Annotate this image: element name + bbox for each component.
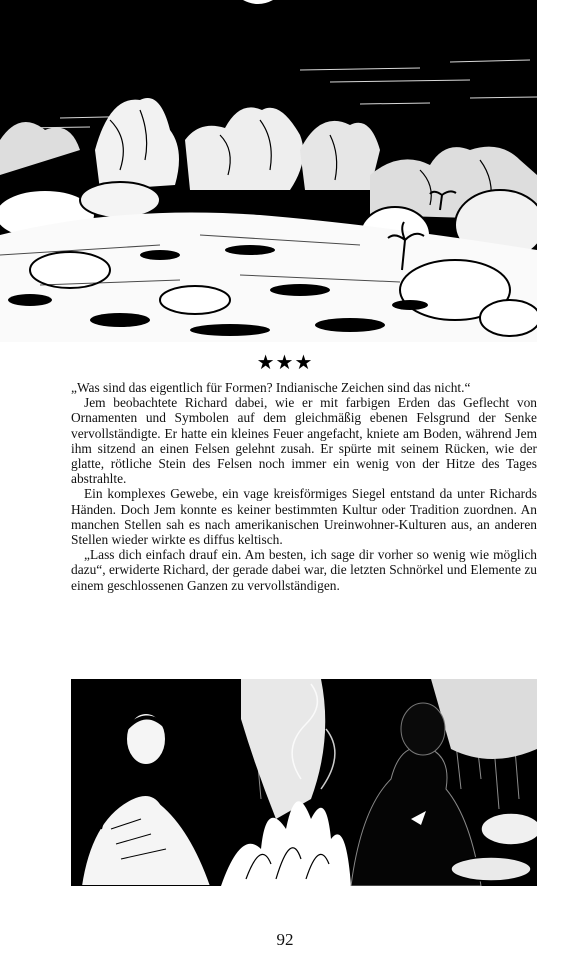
paragraph: „Lass dich einfach drauf ein. Am besten, ich sage dir vorher so wenig wie möglich dazu“, erwiderte Richard, der gerade dabei war, die letzten Schnörkel und Elemente zu einem geschlossenen Ganzen zu vervollständigen. (71, 547, 537, 593)
illustration-campfire (71, 679, 537, 886)
illustration-desert-rocks (0, 0, 537, 342)
desert-rocks-drawing (0, 0, 537, 342)
paragraph: „Was sind das eigentlich für Formen? Indianische Zeichen sind das nicht.“ (71, 380, 471, 395)
campfire-drawing (71, 679, 537, 886)
paragraph: Ein komplexes Gewebe, ein vage kreisförmiges Siegel entstand da unter Richards Händen. Doch Jem konnte es keiner bestimmten Kultur oder Tradition zuordnen. An manchen Stellen sah es nach amerikanischen Ureinwohner-Kulturen aus, an anderen Stellen wieder wirkte es diffus keltisch. (71, 486, 537, 548)
page-number: 92 (276, 930, 294, 949)
story-text (71, 380, 537, 593)
paragraph: Jem beobachtete Richard dabei, wie er mit farbigen Erden das Geflecht von Ornamenten und Symbolen auf dem gleichmäßig ebenen Felsgrund der Senke vervollständigte. Er hatte ein kleines Feuer angefacht, kniete am Boden, während Jem ihm sitzend an einen Felsen gelehnt zusah. Er spürte mit seinem Rücken, wie der glatte, rötliche Stein des Felsen noch immer ein wenig von der Hitze des Tages abstrahlte. (71, 395, 537, 487)
section-divider: ★★★ (256, 352, 314, 374)
